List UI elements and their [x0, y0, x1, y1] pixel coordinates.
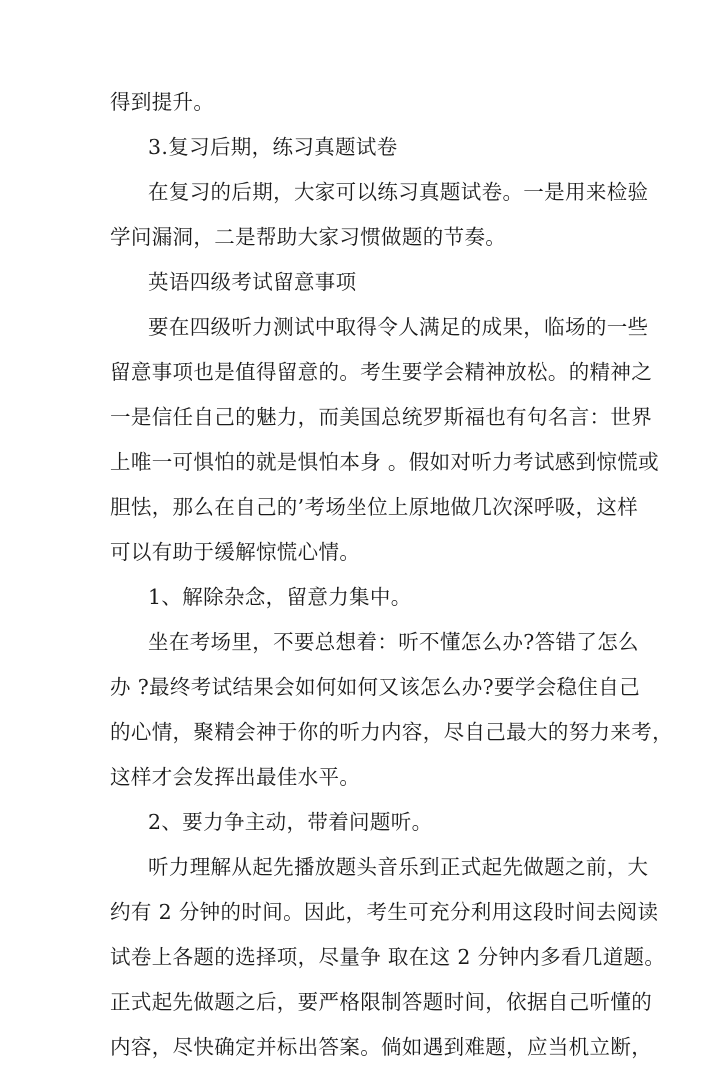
- paragraph-line: 约有 2 分钟的时间。因此，考生可充分利用这段时间去阅读: [110, 900, 659, 924]
- paragraph-line: 办 ?最终考试结果会如何如何又该怎么办?要学会稳住自己: [110, 675, 640, 699]
- paragraph-line: 留意事项也是值得留意的。考生要学会精神放松。的精神之: [110, 360, 653, 384]
- paragraph-line: 内容，尽快确定并标出答案。倘如遇到难题，应当机立断，: [110, 1035, 653, 1059]
- section-heading-initiative: 2、要力争主动，带着问题听。: [148, 810, 433, 834]
- section-heading-cet4-notes: 英语四级考试留意事项: [148, 270, 357, 294]
- paragraph-line: 这样才会发挥出最佳水平。: [110, 765, 361, 789]
- section-heading-focus: 1、解除杂念，留意力集中。: [148, 585, 412, 609]
- paragraph-line: 试卷上各题的选择项，尽量争 取在这 2 分钟内多看几道题。: [110, 945, 666, 969]
- document-body: [110, 80, 673, 1070]
- paragraph-line: 可以有助于缓解惊慌心情。: [110, 540, 361, 564]
- paragraph-line: 的心情，聚精会神于你的听力内容，尽自己最大的努力来考，: [110, 720, 673, 744]
- section-heading-review-late: 3.复习后期，练习真题试卷: [148, 135, 398, 159]
- paragraph-line: 听力理解从起先播放题头音乐到正式起先做题之前，大: [148, 855, 649, 879]
- paragraph-line: 得到提升。: [110, 90, 215, 114]
- paragraph-line: 正式起先做题之后，要严格限制答题时间，依据自己听懂的: [110, 990, 653, 1014]
- paragraph-line: 上唯一可惧怕的就是惧怕本身 。假如对听力考试感到惊慌或: [110, 450, 659, 474]
- paragraph-line: 要在四级听力测试中取得令人满足的成果，临场的一些: [148, 315, 649, 339]
- paragraph-line: 学问漏洞，二是帮助大家习惯做题的节奏。: [110, 225, 507, 249]
- paragraph-line: 在复习的后期，大家可以练习真题试卷。一是用来检验: [148, 180, 649, 204]
- paragraph-line: 坐在考场里，不要总想着：听不懂怎么办?答错了怎么: [148, 630, 639, 654]
- paragraph-line: 胆怯，那么在自己的’考场坐位上原地做几次深呼吸，这样: [110, 495, 639, 519]
- paragraph-line: 一是信任自己的魅力，而美国总统罗斯福也有句名言：世界: [110, 405, 653, 429]
